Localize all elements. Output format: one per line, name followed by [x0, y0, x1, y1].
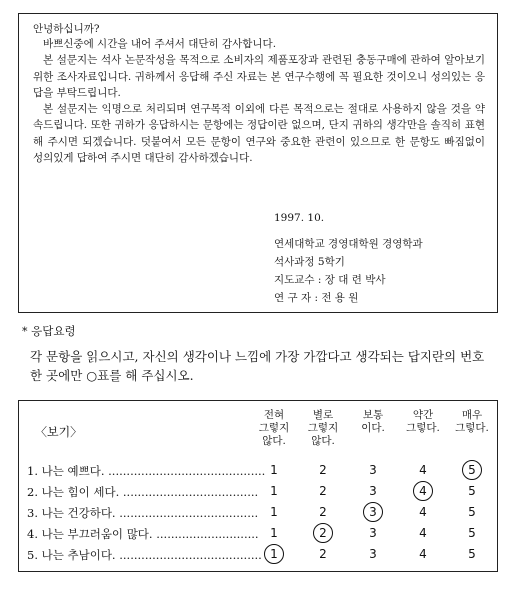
option-3-2[interactable]: 2 — [319, 505, 327, 519]
scale-header-3: 보통 이다. — [361, 409, 385, 434]
option-4-3[interactable]: 3 — [369, 526, 377, 540]
option-1-5-circled[interactable]: 5 — [462, 460, 482, 480]
scale-header-1: 전혀 그렇지 않다. — [258, 409, 290, 447]
response-guide-heading: 응답요령 — [31, 324, 76, 338]
option-3-5[interactable]: 5 — [468, 505, 476, 519]
survey-item-3: 3. 나는 건강하다. ...................................... — [27, 506, 259, 520]
option-3-3-circled[interactable]: 3 — [363, 502, 383, 522]
scale-header-4: 약간 그렇다. — [406, 409, 440, 434]
letter-paragraph: 본 설문지는 석사 논문작성을 목적으로 소비자의 제품포장과 관련된 충동구매에 관하여 알아보기 위한 조사자료입니다. 귀하께서 응답해 주신 자료는 본 연구수행에 꼭 필요한 것이오니 성의있는 응답을 부탁드립니다. — [33, 54, 485, 99]
option-4-1[interactable]: 1 — [270, 526, 278, 540]
option-3-4[interactable]: 4 — [419, 505, 427, 519]
option-4-2-circled[interactable]: 2 — [313, 523, 333, 543]
option-1-3[interactable]: 3 — [369, 463, 377, 477]
survey-item-1: 1. 나는 예쁘다. ........................................... — [27, 464, 266, 478]
option-4-5[interactable]: 5 — [468, 526, 476, 540]
letter-paragraph: 본 설문지는 익명으로 처리되며 연구목적 이외에 다른 목적으로는 절대로 사용하지 않을 것을 약속드립니다. 또한 귀하가 응답하시는 문항에는 정답이란 없으며, 단지 귀하의 생각만을 솔직히 표현해 주시면 되겠습니다. 덧붙여서 모든 문항이 연구와 중요한 관련이 있으므로 한 문항도 빠짐없이 성의있게 답하여 주시면 대단히 감사하겠습니다. — [33, 103, 485, 165]
greeting: 안녕하십니까? — [33, 23, 100, 35]
example-survey-box — [18, 400, 498, 572]
option-5-4[interactable]: 4 — [419, 547, 427, 561]
option-2-5[interactable]: 5 — [468, 484, 476, 498]
example-label: 〈보기〉 — [35, 425, 83, 439]
scale-header-5: 매우 그렇다. — [455, 409, 489, 434]
bullet-mark: * — [22, 325, 28, 338]
cover-letter-box — [18, 13, 498, 313]
researcher: 연 구 자 : 전 용 원 — [274, 292, 359, 304]
scale-header-2: 별로 그렇지 않다. — [307, 409, 339, 447]
option-5-1-circled[interactable]: 1 — [264, 544, 284, 564]
survey-item-2: 2. 나는 힘이 세다. ..................................... — [27, 485, 259, 499]
response-guide-title — [22, 323, 76, 339]
letter-paragraph: 바쁘신중에 시간을 내어 주셔서 대단히 감사합니다. — [43, 38, 277, 50]
survey-item-4: 4. 나는 부끄러움이 많다. ............................ — [27, 527, 259, 541]
option-5-5[interactable]: 5 — [468, 547, 476, 561]
option-1-4[interactable]: 4 — [419, 463, 427, 477]
affiliation: 연세대학교 경영대학원 경영학과 — [274, 238, 423, 250]
response-instruction: 각 문항을 읽으시고, 자신의 생각이나 느낌에 가장 가깝다고 생각되는 답지란의 번호 한 곳에만 ○표를 해 주십시오. — [30, 349, 485, 383]
option-4-4[interactable]: 4 — [419, 526, 427, 540]
letter-date: 1997. 10. — [274, 212, 325, 224]
option-5-2[interactable]: 2 — [319, 547, 327, 561]
option-2-2[interactable]: 2 — [319, 484, 327, 498]
option-5-3[interactable]: 3 — [369, 547, 377, 561]
option-2-3[interactable]: 3 — [369, 484, 377, 498]
option-2-1[interactable]: 1 — [270, 484, 278, 498]
option-2-4-circled[interactable]: 4 — [413, 481, 433, 501]
option-1-1[interactable]: 1 — [270, 463, 278, 477]
option-1-2[interactable]: 2 — [319, 463, 327, 477]
program: 석사과정 5학기 — [274, 256, 345, 268]
survey-item-5: 5. 나는 추남이다. ....................................... — [27, 548, 262, 562]
letter-body — [33, 36, 485, 166]
advisor: 지도교수 : 장 대 련 박사 — [274, 274, 386, 286]
option-3-1[interactable]: 1 — [270, 505, 278, 519]
